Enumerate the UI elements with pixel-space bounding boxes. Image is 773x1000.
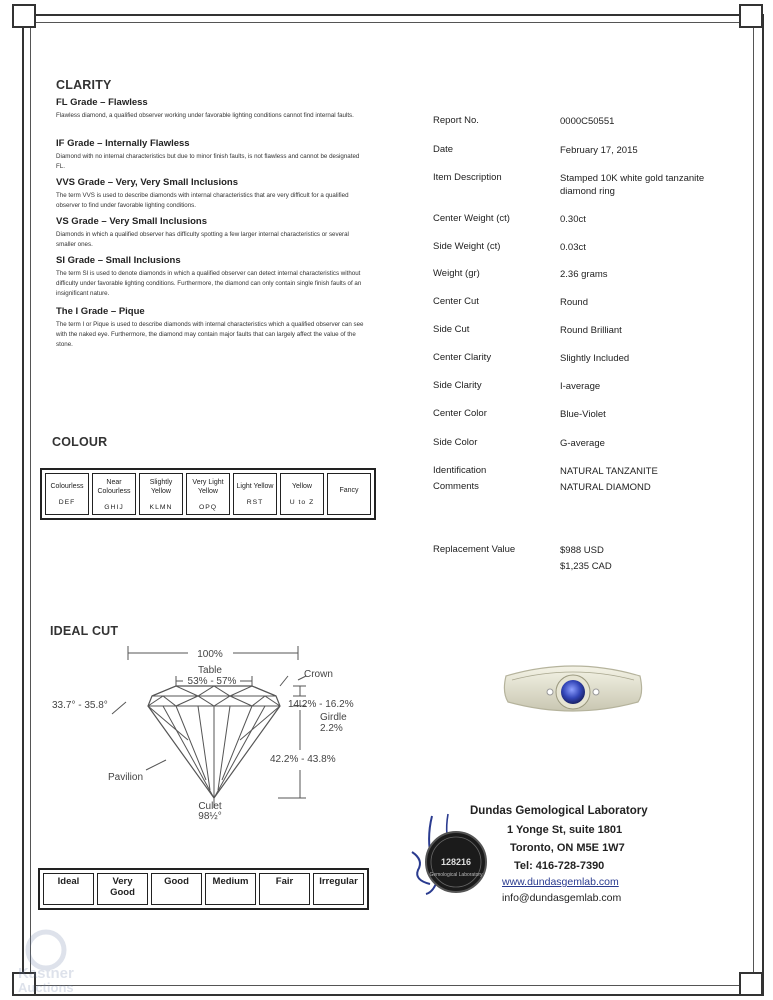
cut-grade-table (38, 868, 369, 910)
corner-ornament (739, 4, 763, 28)
field-value: February 17, 2015 (560, 145, 638, 156)
lab-address2: Toronto, ON M5E 1W7 (510, 842, 625, 854)
ideal-cut-heading: IDEAL CUT (50, 624, 119, 638)
colour-cell-name: Light Yellow (236, 483, 274, 490)
field-label: Item Description (433, 172, 502, 183)
field-label: Replacement Value (433, 544, 516, 555)
ring-photo (498, 654, 648, 724)
watermark-text: Auctions (18, 980, 74, 994)
grade-title: SI Grade – Small Inclusions (56, 255, 181, 266)
colour-cell-range: U to Z (289, 499, 315, 506)
cut-grade-cell: Medium (205, 873, 256, 905)
cut-grade-cell: Ideal (43, 873, 94, 905)
cut-grade-cell: Irregular (313, 873, 364, 905)
colour-cell (233, 473, 277, 515)
lab-email[interactable]: info@dundasgemlab.com (502, 892, 622, 904)
lab-website-link[interactable]: www.dundasgemlab.com (502, 876, 619, 888)
field-label: Identification (433, 465, 487, 476)
field-label: Weight (gr) (433, 268, 480, 279)
field-value: $1,235 CAD (560, 561, 612, 572)
culet-label: Culet (198, 801, 222, 812)
colour-cell-name: Very Light Yellow (192, 478, 224, 495)
field-value: NATURAL TANZANITE (560, 466, 658, 477)
field-label: Center Clarity (433, 352, 492, 363)
lab-phone: Tel: 416-728-7390 (514, 860, 605, 872)
field-label: Side Clarity (433, 380, 482, 391)
field-label: Side Color (433, 437, 478, 448)
field-label: Date (433, 144, 454, 155)
colour-scale-table (40, 468, 376, 520)
field-value: Round Brilliant (560, 325, 622, 336)
colour-heading: COLOUR (52, 435, 108, 449)
colour-cell-range: GHIJ (104, 503, 124, 511)
clarity-heading: CLARITY (56, 78, 112, 92)
table-range: 53% - 57% (187, 676, 237, 687)
field-label: Center Weight (ct) (433, 213, 510, 224)
cut-grade-cell: Good (151, 873, 202, 905)
grade-title: VVS Grade – Very, Very Small Inclusions (56, 177, 238, 188)
culet-pct: 98½° (198, 811, 222, 822)
table-label: Table (198, 665, 222, 676)
grade-desc: Diamonds in which a qualified observer has difficulty spotting a few larger internal characteristics or several smaller ones. (56, 231, 349, 248)
field-value: G-average (560, 438, 605, 449)
lab-name: Dundas Gemological Laboratory (470, 805, 648, 817)
grade-desc: The term SI is used to denote diamonds in which a qualified observer can detect internal characteristics without difficulty under favorable lighting conditions. Furthermore, the diamond can only contain single finish faults of an insignificant nature. (56, 270, 362, 297)
colour-cell-range: OPQ (198, 503, 218, 511)
diamond-proportions-diagram (48, 640, 368, 825)
grade-desc: The term I or Pique is used to describe diamonds with internal characteristics which a qualified observer can see with the naked eye. Furthermore, the diamond may contain major faults that can largely affect the value of the stone. (56, 321, 364, 348)
crown-label: Crown (304, 669, 333, 680)
field-value: 0000C50551 (560, 116, 615, 127)
field-value: I-average (560, 381, 601, 392)
colour-cell (92, 473, 136, 515)
corner-ornament (12, 4, 36, 28)
field-value: Blue-Violet (560, 409, 606, 420)
crown-height: 14.2% - 16.2% (288, 699, 354, 710)
grade-desc: Diamond with no internal characteristics but due to minor finish faults, is not flawless and cannot be designated FL. (56, 153, 360, 170)
field-label: Side Weight (ct) (433, 241, 501, 252)
lab-address1: 1 Yonge St, suite 1801 (507, 824, 623, 836)
colour-cell-range: RST (246, 499, 264, 506)
field-value: 0.03ct (560, 242, 586, 253)
pavilion-label: Pavilion (108, 772, 144, 783)
grade-title: The I Grade – Pique (56, 306, 145, 317)
lab-seal (404, 808, 500, 904)
colour-cell-range: KLMN (149, 503, 173, 511)
grade-desc: The term VVS is used to describe diamonds with internal characteristics that are very difficult for a qualified observer to find under favorable lighting conditions. (56, 192, 349, 209)
seal-text: Gemological Laboratory (429, 872, 483, 878)
pavilion-depth: 42.2% - 43.8% (270, 754, 336, 765)
width-label: 100% (197, 649, 223, 660)
colour-cell (139, 473, 183, 515)
field-value: Round (560, 297, 588, 308)
colour-cell (327, 473, 371, 515)
colour-cell (280, 473, 324, 515)
field-value: 2.36 grams (560, 269, 608, 280)
field-label: Center Cut (433, 296, 479, 307)
field-value: Stamped 10K white gold tanzanite diamond ring (560, 173, 705, 197)
watermark-text: Kastner (18, 965, 74, 982)
grade-title: FL Grade – Flawless (56, 97, 148, 108)
auction-watermark (6, 928, 116, 994)
colour-cell-range: DEF (58, 499, 76, 506)
colour-cell (186, 473, 230, 515)
field-value: NATURAL DIAMOND (560, 482, 651, 493)
field-value: $988 USD (560, 545, 604, 556)
colour-cell (45, 473, 89, 515)
field-label: Report No. (433, 115, 479, 126)
colour-cell-name: Yellow (292, 483, 312, 490)
colour-cell-name: Near Colourless (97, 478, 131, 495)
field-value: 0.30ct (560, 214, 586, 225)
grade-desc: Flawless diamond, a qualified observer working under favorable lighting conditions cannot find internal faults. (56, 112, 354, 119)
cut-grade-cell: Fair (259, 873, 310, 905)
field-label: Comments (433, 481, 479, 492)
field-label: Side Cut (433, 324, 470, 335)
grade-title: IF Grade – Internally Flawless (56, 138, 190, 149)
grade-title: VS Grade – Very Small Inclusions (56, 216, 208, 227)
field-label: Center Color (433, 408, 487, 419)
colour-cell-name: Colourless (50, 483, 84, 490)
cut-grade-cell: Very Good (97, 873, 148, 905)
seal-number: 128216 (440, 857, 472, 867)
corner-ornament (739, 972, 763, 996)
field-value: Slightly Included (560, 353, 630, 364)
colour-cell-name: Fancy (339, 486, 359, 494)
colour-cell-name: Slightly Yellow (149, 478, 173, 495)
girdle-label: Girdle (320, 712, 347, 723)
crown-angle: 33.7° - 35.8° (52, 700, 108, 711)
girdle-pct: 2.2% (320, 723, 343, 734)
